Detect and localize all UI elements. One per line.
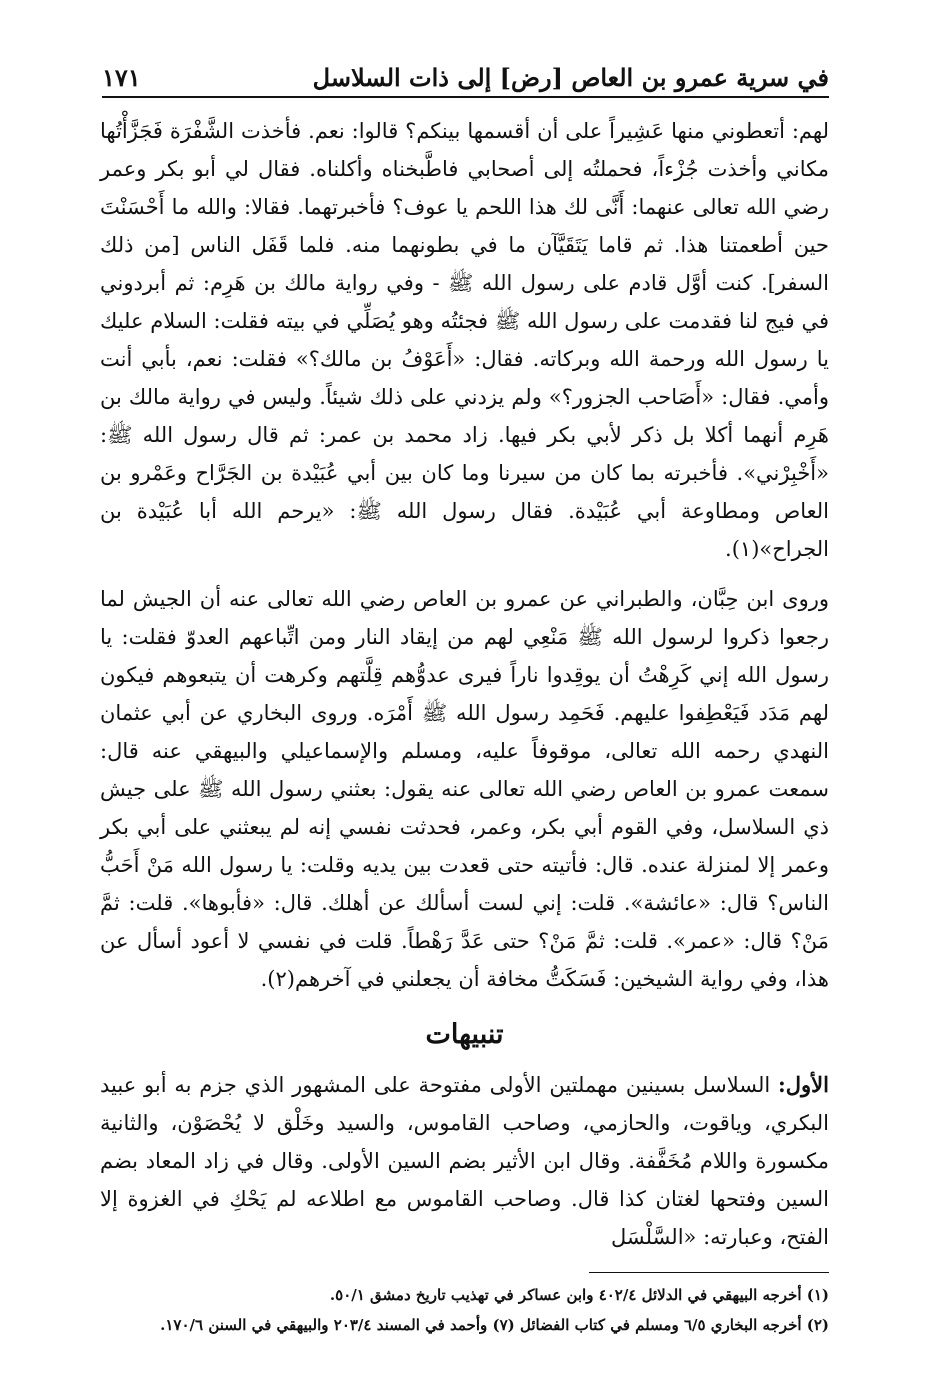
paragraph-3 [100,1066,829,1256]
footnote-2: (٢) أخرجه البخاري ٦/٥ ومسلم في كتاب الفضائل (٧) وأحمد في المسند ٢٠٣/٤ والبيهقي في السنن ١٧٠/٦. [160,1316,829,1334]
paragraph-1: لهم: أتعطوني منها عَشِيراً على أن أقسمها بينكم؟ قالوا: نعم. فأخذت الشَّفْرَة فَجَزَّأْتُها مكاني وأخذت جُزْءاً، فحملتُه إلى أصحابي فاطَّبخناه وأكلناه. فقال لي أبو بكر وعمر رضي الله تعالى عنهما: أَنَّى لك هذا اللحم يا عوف؟ فأخبرتهما. فقالا: والله ما أَحْسَنْتَ حين أطعمتنا هذا. ثم قاما يَتَقَيَّآن ما في بطونهما منه. فلما قَفَل الناس [من ذلك السفر]. كنت أوَّل قادم على رسول الله ﷺ - وفي رواية مالك بن هَرِم: ثم أبردوني في فيج لنا فقدمت على رسول الله ﷺ فجئتُه وهو يُصَلِّي في بيته فقلت: السلام عليك يا رسول الله ورحمة الله وبركاته. فقال: «أَعَوْفُ بن مالك؟» فقلت: نعم، بأبي أنت وأمي. فقال: «أَصَاحب الجزور؟» ولم يزدني على ذلك شيئاً. وليس في رواية مالك بن هَرِم أنهما أكلا بل ذكر لأبي بكر فيها. زاد محمد بن عمر: ثم قال رسول الله ﷺ: «أَخْبِرْني». فأخبرته بما كان من سيرنا وما كان بين أبي عُبَيْدة بن الجَرَّاح وعَمْرو بن العاص ومطاوعة أبي عُبَيْدة. فقال رسول الله ﷺ: «يرحم الله أبا عُبَيْدة بن الجراح»(١). [100,119,829,561]
footnotes [100,1280,829,1340]
main-text [100,112,829,1256]
footnote-1: (١) أخرجه البيهقي في الدلائل ٤٠٢/٤ وابن عساكر في تهذيب تاريخ دمشق ٥٠/١. [329,1286,829,1304]
page-number: ١٧١ [102,63,141,92]
footnote-separator [589,1272,829,1273]
running-header [102,52,829,98]
paragraph-3-text: السلاسل بسينين مهملتين الأولى مفتوحة على المشهور الذي جزم به أبو عبيد البكري، وياقوت، والحازمي، وصاحب القاموس، والسيد وخَلْق لا يُحْصَوْن، والثانية مكسورة واللام مُخَفَّفة. وقال ابن الأثير بضم السين الأولى. وقال في زاد المعاد بضم السين وفتحها لغتان كذا قال. وصاحب القاموس مع اطلاعه لم يَحْكِ في الغزوة إلا الفتح، وعبارته: «السَّلْسَل [100,1073,829,1249]
paragraph-3-lead: الأول: [778,1072,829,1097]
running-title: في سرية عمرو بن العاص [رض] إلى ذات السلاسل [312,63,829,92]
paragraph-2: وروى ابن حِبَّان، والطبراني عن عمرو بن العاص رضي الله تعالى عنه أن الجيش لما رجعوا ذكروا لرسول الله ﷺ مَنْعِي لهم من إيقاد النار ومن اتِّباعهم العدوّ فقلت: يا رسول الله إني كَرِهْتُ أن يوقِدوا ناراً فيرى عدوُّهم قِلَّتهم وكرهت أن يتبعوهم فيكون لهم مَدَد فَيَعْطِفوا عليهم. فَحَمِد رسول الله ﷺ أَمْرَه. وروى البخاري عن أبي عثمان النهدي رحمه الله تعالى، موقوفاً عليه، ومسلم والإسماعيلي والبيهقي عنه قال: سمعت عمرو بن العاص رضي الله تعالى عنه يقول: بعثني رسول الله ﷺ على جيش ذي السلاسل، وفي القوم أبي بكر، وعمر، فحدثت نفسي إنه لم يبعثني على أبي بكر وعمر إلا لمنزلة عنده. قال: فأتيته حتى قعدت بين يديه وقلت: يا رسول الله مَنْ أَحَبُّ الناس؟ قال: «عائشة». قلت: إني لست أسألك عن أهلك. قال: «فأبوها». قلت: ثمَّ مَنْ؟ قال: «عمر». قلت: ثمَّ مَنْ؟ حتى عَدَّ رَهْطاً. قلت في نفسي لا أعود أسأل عن هذا، وفي رواية الشيخين: فَسَكَتُّ مخافة أن يجعلني في آخرهم(٢). [100,587,829,991]
section-heading: تنبيهات [425,1019,504,1050]
